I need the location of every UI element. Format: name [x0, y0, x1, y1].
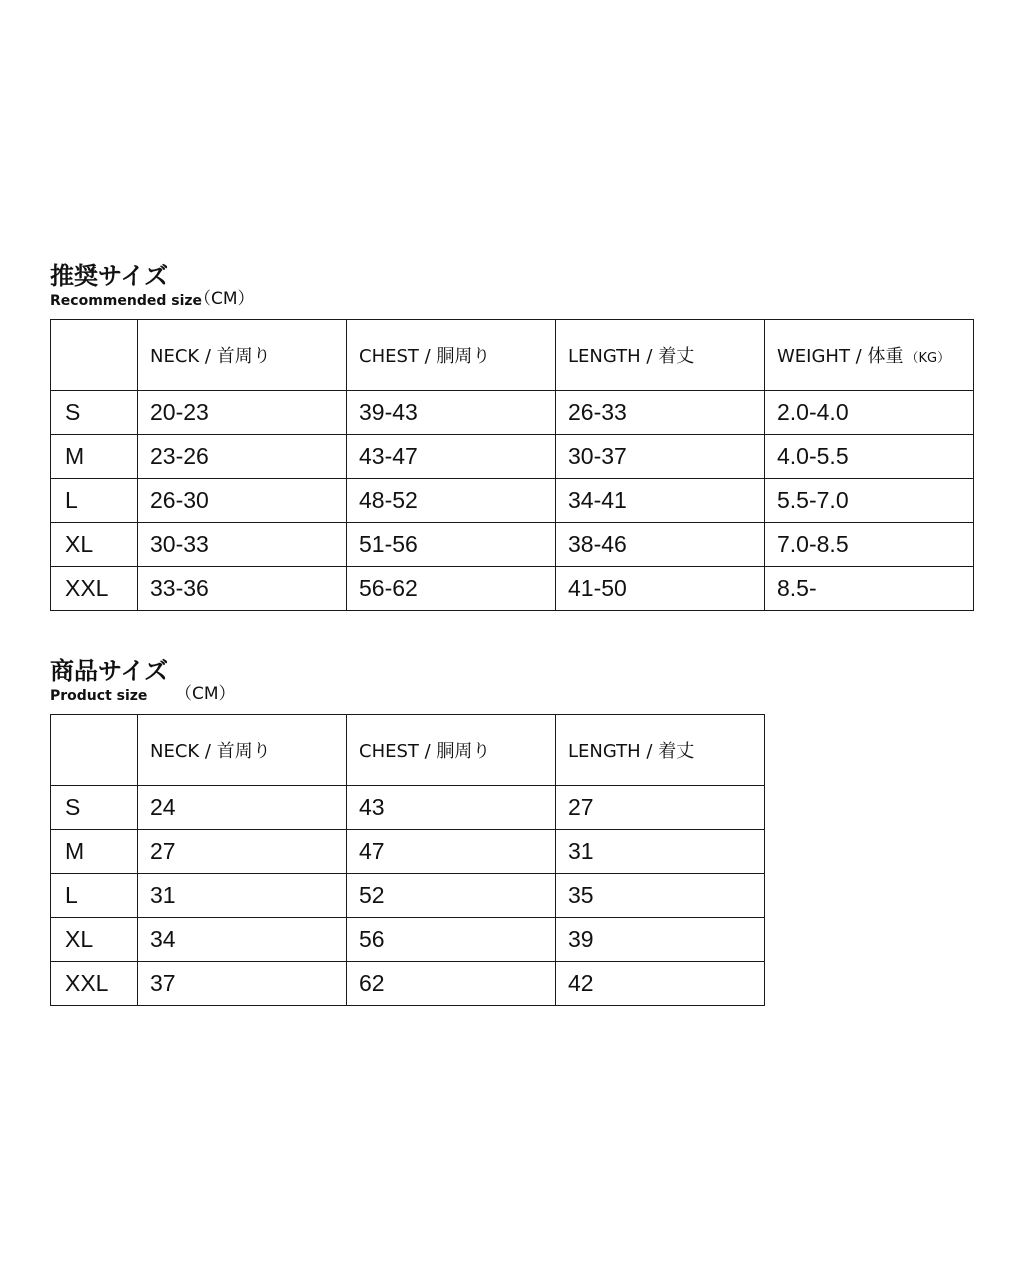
product-size-subtitle: Product size: [50, 688, 148, 704]
recommended-size-unit: （CM）: [194, 289, 255, 309]
weight-cell: 7.0-8.5: [765, 523, 974, 567]
size-cell: XL: [51, 918, 138, 962]
length-cell: 30-37: [556, 435, 765, 479]
header-length: LENGTH / 着丈: [556, 320, 765, 391]
header-size-empty: [51, 320, 138, 391]
neck-cell: 27: [138, 830, 347, 874]
length-cell: 34-41: [556, 479, 765, 523]
size-cell: S: [51, 786, 138, 830]
neck-cell: 37: [138, 962, 347, 1006]
header-neck: NECK / 首周り: [138, 715, 347, 786]
table-row: [51, 567, 974, 611]
table-row: [51, 874, 765, 918]
header-weight-unit: （KG）: [905, 351, 951, 366]
weight-cell: 4.0-5.5: [765, 435, 974, 479]
neck-cell: 24: [138, 786, 347, 830]
length-cell: 41-50: [556, 567, 765, 611]
table-row: [51, 918, 765, 962]
neck-cell: 34: [138, 918, 347, 962]
product-size-table: [50, 714, 765, 1006]
size-cell: M: [51, 435, 138, 479]
size-cell: S: [51, 391, 138, 435]
product-size-title: 商品サイズ: [50, 657, 169, 685]
size-cell: XXL: [51, 567, 138, 611]
length-cell: 38-46: [556, 523, 765, 567]
length-cell: 26-33: [556, 391, 765, 435]
length-cell: 27: [556, 786, 765, 830]
neck-cell: 30-33: [138, 523, 347, 567]
chest-cell: 43: [347, 786, 556, 830]
chest-cell: 47: [347, 830, 556, 874]
table-header-row: [51, 715, 765, 786]
size-cell: L: [51, 874, 138, 918]
neck-cell: 33-36: [138, 567, 347, 611]
length-cell: 35: [556, 874, 765, 918]
size-cell: L: [51, 479, 138, 523]
recommended-size-table: [50, 319, 974, 611]
table-row: [51, 479, 974, 523]
neck-cell: 31: [138, 874, 347, 918]
table-row: [51, 830, 765, 874]
chest-cell: 48-52: [347, 479, 556, 523]
product-size-unit: （CM）: [175, 684, 236, 704]
table-row: [51, 523, 974, 567]
header-chest: CHEST / 胴周り: [347, 320, 556, 391]
table-row: [51, 786, 765, 830]
weight-cell: 2.0-4.0: [765, 391, 974, 435]
table-row: [51, 391, 974, 435]
size-cell: XXL: [51, 962, 138, 1006]
chest-cell: 56: [347, 918, 556, 962]
chest-cell: 51-56: [347, 523, 556, 567]
chest-cell: 62: [347, 962, 556, 1006]
length-cell: 31: [556, 830, 765, 874]
header-weight-label: WEIGHT / 体重: [777, 346, 904, 367]
chest-cell: 56-62: [347, 567, 556, 611]
header-weight: [765, 320, 974, 391]
chest-cell: 43-47: [347, 435, 556, 479]
header-length: LENGTH / 着丈: [556, 715, 765, 786]
length-cell: 39: [556, 918, 765, 962]
weight-cell: 5.5-7.0: [765, 479, 974, 523]
weight-cell: 8.5-: [765, 567, 974, 611]
neck-cell: 20-23: [138, 391, 347, 435]
recommended-size-subtitle: Recommended size: [50, 293, 203, 309]
table-header-row: [51, 320, 974, 391]
length-cell: 42: [556, 962, 765, 1006]
chest-cell: 39-43: [347, 391, 556, 435]
neck-cell: 26-30: [138, 479, 347, 523]
recommended-size-title: 推奨サイズ: [50, 262, 169, 290]
header-chest: CHEST / 胴周り: [347, 715, 556, 786]
header-size-empty: [51, 715, 138, 786]
table-row: [51, 962, 765, 1006]
size-cell: XL: [51, 523, 138, 567]
table-row: [51, 435, 974, 479]
neck-cell: 23-26: [138, 435, 347, 479]
header-neck: NECK / 首周り: [138, 320, 347, 391]
chest-cell: 52: [347, 874, 556, 918]
size-cell: M: [51, 830, 138, 874]
